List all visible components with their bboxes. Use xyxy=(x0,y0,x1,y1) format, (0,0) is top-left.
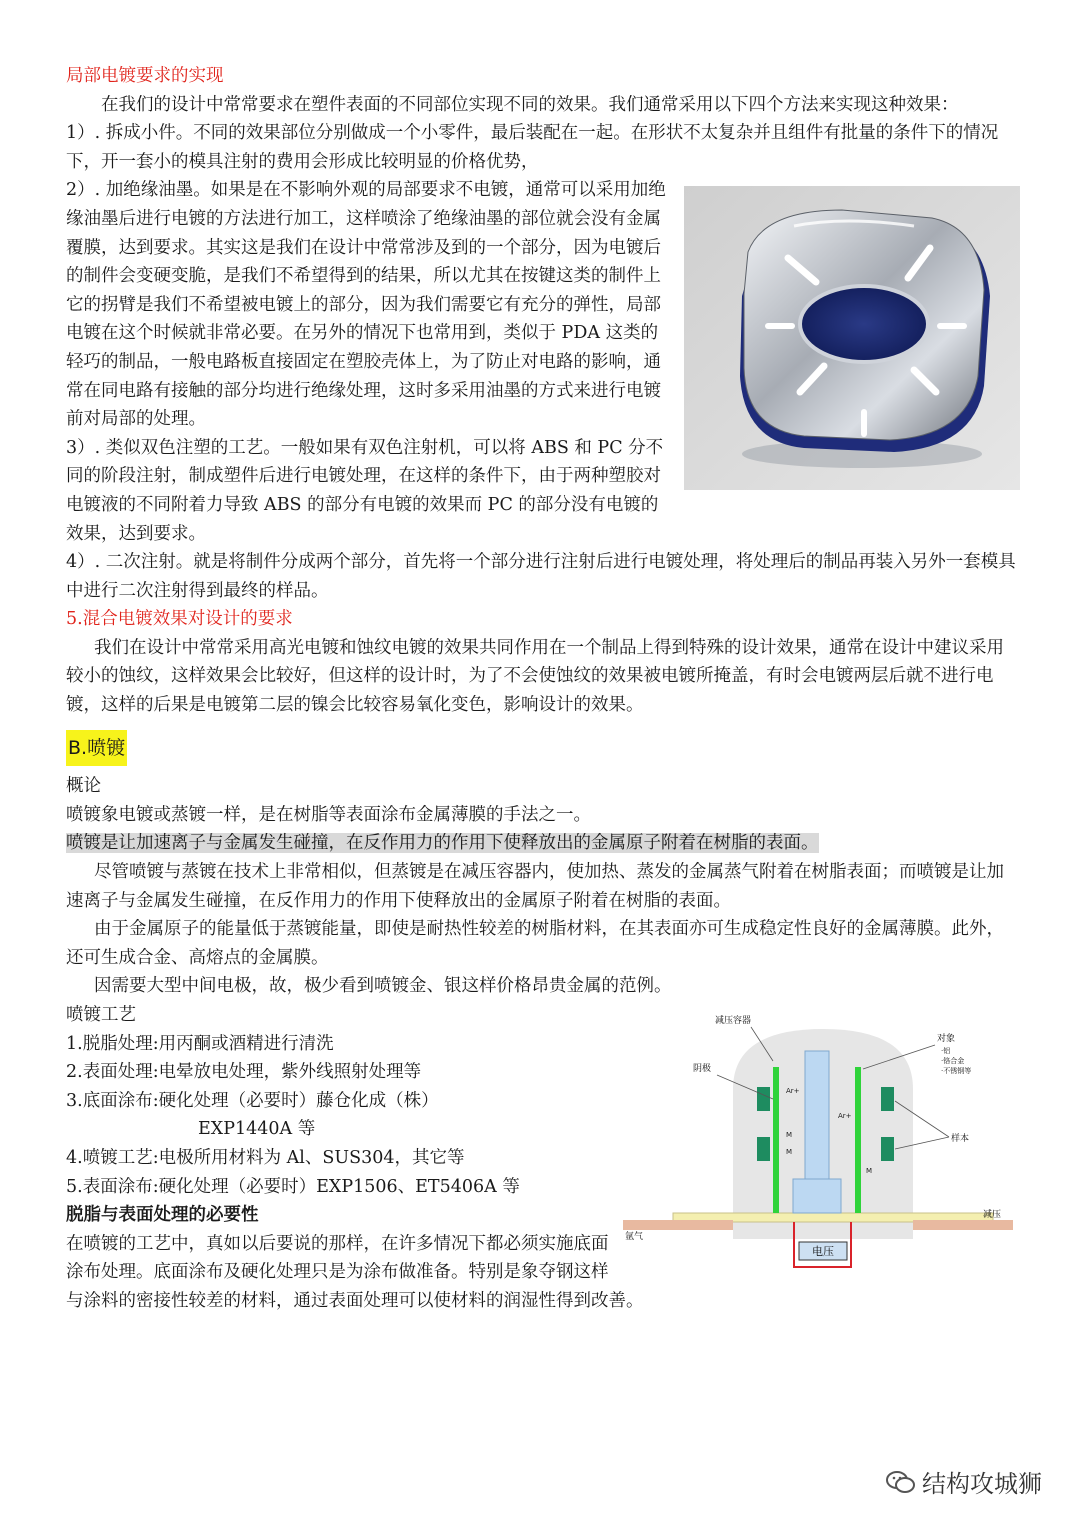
vacuum-label: 减压 xyxy=(983,1210,1002,1220)
section-heading-mixed-plating: 5.混合电镀效果对设计的要求 xyxy=(66,609,293,630)
plated-button-photo xyxy=(684,186,1020,490)
necessity-heading: 脱脂与表面处理的必要性 xyxy=(66,1205,259,1226)
item-3-paragraph: 3）. 类似双色注塑的工艺。一般如果有双色注射机，可以将 ABS 和 PC 分不同的阶段注射，制成塑件后进行电镀处理，在这样的条件下，由于两种塑胶对电镀液的不同附着力导致 ABS 的部分有电镀的效果而 PC 的部分没有电镀的效果，达到要求。 xyxy=(66,437,664,544)
process-step-1: 1.脱脂处理:用丙酮或酒精进行清洗 xyxy=(66,1033,334,1054)
section-heading-sputtering: B.喷镀 xyxy=(66,730,127,767)
ion-label: Ar+ xyxy=(786,1087,800,1095)
concept-paragraph-1: 尽管喷镀与蒸镀在技术上非常相似，但蒸镀是在减压容器内，使加热、蒸发的金属蒸气附着在树脂表面；而喷镀是让加速离子与金属发生碰撞，在反作用力的作用下使释放出的金属原子附着在树脂的表面。 xyxy=(66,862,1004,911)
wechat-icon xyxy=(886,1469,916,1495)
container-label: 减压容器 xyxy=(714,1016,752,1026)
atom-label: M xyxy=(866,1167,873,1175)
ion-label: Ar+ xyxy=(838,1112,852,1120)
document-body xyxy=(66,62,1018,1316)
item-2-paragraph: 2）. 加绝缘油墨。如果是在不影响外观的局部要求不电镀，通常可以采用加绝缘油墨后进行电镀的方法进行加工，这样喷涂了绝缘油墨的部位就会没有金属覆膜，达到要求。其实这是我们在设计中常常涉及到的一个部分，因为电镀后的制件会变硬变脆，是我们不希望得到的结果，所以尤其在按键这类的制件上它的拐臂是我们不希望被电镀上的部分，因为我们需要它有充分的弹性，局部电镀在这个时候就非常必要。在另外的情况下也常用到，类似于 PDA 这类的轻巧的制品，一般电路板直接固定在塑胶壳体上，为了防止对电路的影响，通常在同电路有接触的部分均进行绝缘处理，这时多采用油墨的方式来进行电镀前对局部的处理。 xyxy=(66,180,666,430)
section-heading-local-plating: 局部电镀要求的实现 xyxy=(66,66,224,86)
concept-paragraph-3: 因需要大型中间电极，故，极少看到喷镀金、银这样价格昂贵金属的范例。 xyxy=(94,976,672,997)
cathode-label: 阴极 xyxy=(693,1064,712,1074)
intro-paragraph: 在我们的设计中常常要求在塑件表面的不同部位实现不同的效果。我们通常采用以下四个方法来实现这种效果： xyxy=(101,94,959,115)
concept-line-1: 喷镀象电镀或蒸镀一样，是在树脂等表面涂布金属薄膜的手法之一。 xyxy=(66,804,591,825)
process-step-3-continued: EXP1440A 等 xyxy=(198,1119,316,1140)
target-item-chromium: ·铬合金 xyxy=(941,1057,965,1065)
atom-label: M xyxy=(786,1148,793,1156)
atom-label: M xyxy=(786,1131,793,1139)
sputtering-diagram xyxy=(623,1009,1018,1284)
watermark-text: 结构攻城狮 xyxy=(922,1470,1042,1498)
necessity-paragraph: 在喷镀的工艺中，真如以后要说的那样，在许多情况下都必须实施底面涂布处理。底面涂布及硬化处理只是为涂布做准备。特别是象夺钢这样与涂料的密接性较差的材料，通过表面处理可以使材料的润湿性得到改善。 xyxy=(66,1233,644,1311)
process-step-5: 5.表面涂布:硬化处理（必要时）EXP1506、ET5406A 等 xyxy=(66,1176,520,1197)
process-step-2: 2.表面处理:电晕放电处理，紫外线照射处理等 xyxy=(66,1062,422,1083)
item-4-paragraph: 4）. 二次注射。就是将制件分成两个部分，首先将一个部分进行注射后进行电镀处理，将处理后的制品再装入另外一套模具中进行二次注射得到最终的样品。 xyxy=(66,552,1016,601)
mixed-plating-paragraph: 我们在设计中常常采用高光电镀和蚀纹电镀的效果共同作用在一个制品上得到特殊的设计效果，通常在设计中建议采用较小的蚀纹，这样效果会比较好，但这样的设计时，为了不会使蚀纹的效果被电镀所掩盖，有时会电镀两层后就不进行电镀，这样的后果是电镀第二层的镍会比较容易氧化变色，影响设计的效果。 xyxy=(66,637,1004,716)
target-label: 对象 xyxy=(937,1034,956,1044)
watermark xyxy=(886,1464,1042,1499)
process-label: 喷镀工艺 xyxy=(66,1005,136,1025)
sample-label: 样本 xyxy=(951,1134,970,1144)
concept-paragraph-2: 由于金属原子的能量低于蒸镀能量，即使是耐热性较差的树脂材料，在其表面亦可生成稳定性良好的金属薄膜。此外，还可生成合金、高熔点的金属膜。 xyxy=(66,919,1004,968)
process-step-4: 4.喷镀工艺:电极所用材料为 Al、SUS304，其它等 xyxy=(66,1147,465,1168)
item-1-paragraph: 1）. 拆成小件。不同的效果部位分别做成一个小零件，最后装配在一起。在形状不太复杂并且组件有批量的条件下的情况下，开一套小的模具注射的费用会形成比较明显的价格优势， xyxy=(66,123,999,172)
voltage-label: 电压 xyxy=(812,1245,834,1258)
target-item-aluminum: ·铝 xyxy=(941,1047,951,1055)
concept-line-2-highlighted: 喷镀是让加速离子与金属发生碰撞，在反作用力的作用下使释放出的金属原子附着在树脂的表面。 xyxy=(66,833,819,854)
process-step-3: 3.底面涂布:硬化处理（必要时）藤仓化成（株） xyxy=(66,1090,439,1111)
argon-label: 氩气 xyxy=(625,1232,644,1242)
concept-label: 概论 xyxy=(66,776,101,797)
target-item-stainless: ·不锈钢等 xyxy=(941,1067,972,1075)
